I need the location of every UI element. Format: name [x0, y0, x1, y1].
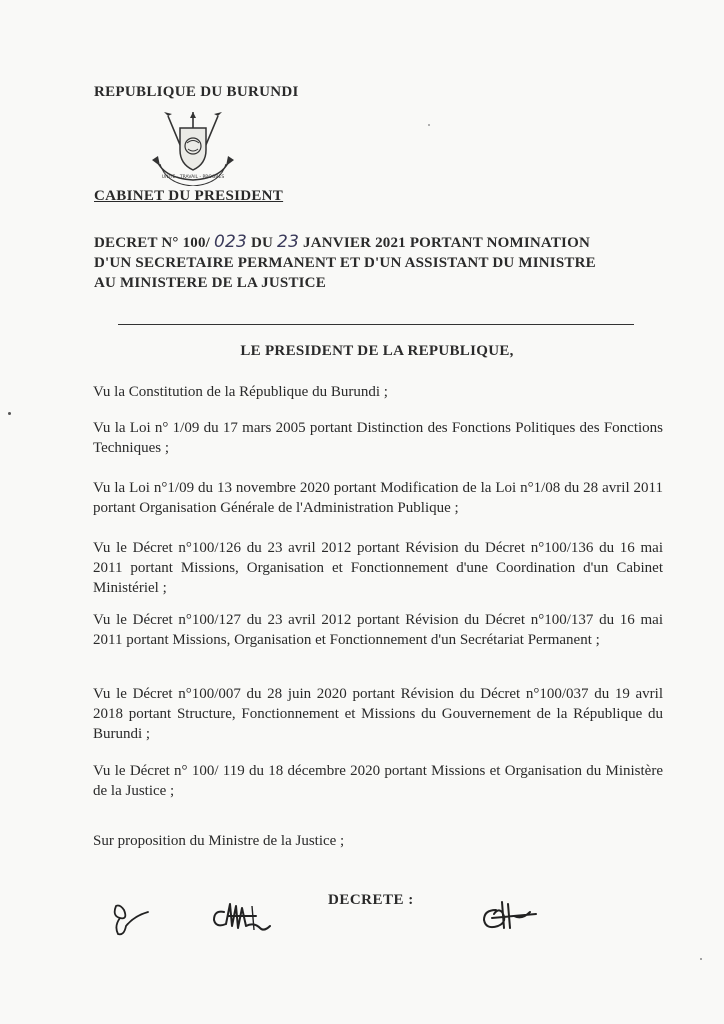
- decree-title-line-1: DECRET N° 100/ 023 DU 23 JANVIER 2021 PORTANT NOMINATION: [94, 232, 590, 252]
- decree-title-line-3: AU MINISTERE DE LA JUSTICE: [94, 275, 326, 291]
- header-republic: REPUBLIQUE DU BURUNDI: [94, 84, 299, 100]
- scan-speck: [700, 958, 702, 960]
- header-cabinet: CABINET DU PRESIDENT: [94, 188, 284, 204]
- consideration-3: Vu la Loi n°1/09 du 13 novembre 2020 portant Modification de la Loi n°1/08 du 28 avril 2011 portant Organisation Générale de l'Administration Publique ;: [93, 480, 663, 516]
- consideration-proposal: Sur proposition du Ministre de la Justice ;: [93, 833, 345, 849]
- decrete-heading: DECRETE :: [328, 892, 414, 908]
- coat-of-arms-emblem: [150, 112, 236, 186]
- svg-text:UNITE - TRAVAIL - PROGRES: UNITE - TRAVAIL - PROGRES: [161, 175, 225, 180]
- consideration-5: Vu le Décret n°100/127 du 23 avril 2012 portant Révision du Décret n°100/137 du 16 mai 2011 portant Missions, Organisation et Fonctionnement d'un Secrétariat Permanent ;: [93, 612, 663, 648]
- decree-title: [94, 232, 674, 293]
- initials-signature-1: [108, 902, 152, 938]
- consideration-4: Vu le Décret n°100/126 du 23 avril 2012 portant Révision du Décret n°100/136 du 16 mai 2011 portant Missions, Organisation et Fonctionnement d'une Coordination d'un Cabinet Ministériel ;: [93, 540, 663, 596]
- president-heading: LE PRESIDENT DE LA REPUBLIQUE,: [240, 343, 514, 359]
- handwritten-day: 23: [277, 232, 300, 252]
- handwritten-decree-number: 023: [214, 232, 248, 252]
- initials-signature-3: [478, 896, 548, 936]
- consideration-1: Vu la Constitution de la République du Burundi ;: [93, 384, 388, 400]
- consideration-6: Vu le Décret n°100/007 du 28 juin 2020 portant Révision du Décret n°100/037 du 19 avril 2018 portant Structure, Fonctionnement et Missions du Gouvernement de la République du Burundi ;: [93, 686, 663, 742]
- consideration-7: Vu le Décret n° 100/ 119 du 18 décembre 2020 portant Missions et Organisation du Ministère de la Justice ;: [93, 763, 663, 799]
- initials-signature-2: [208, 896, 274, 936]
- scan-speck: [8, 412, 11, 415]
- horizontal-rule: [118, 324, 634, 325]
- consideration-2: Vu la Loi n° 1/09 du 17 mars 2005 portant Distinction des Fonctions Politiques des Fonctions Techniques ;: [93, 420, 663, 456]
- decree-title-line-2: D'UN SECRETAIRE PERMANENT ET D'UN ASSISTANT DU MINISTRE: [94, 255, 596, 271]
- scan-speck: [428, 124, 430, 126]
